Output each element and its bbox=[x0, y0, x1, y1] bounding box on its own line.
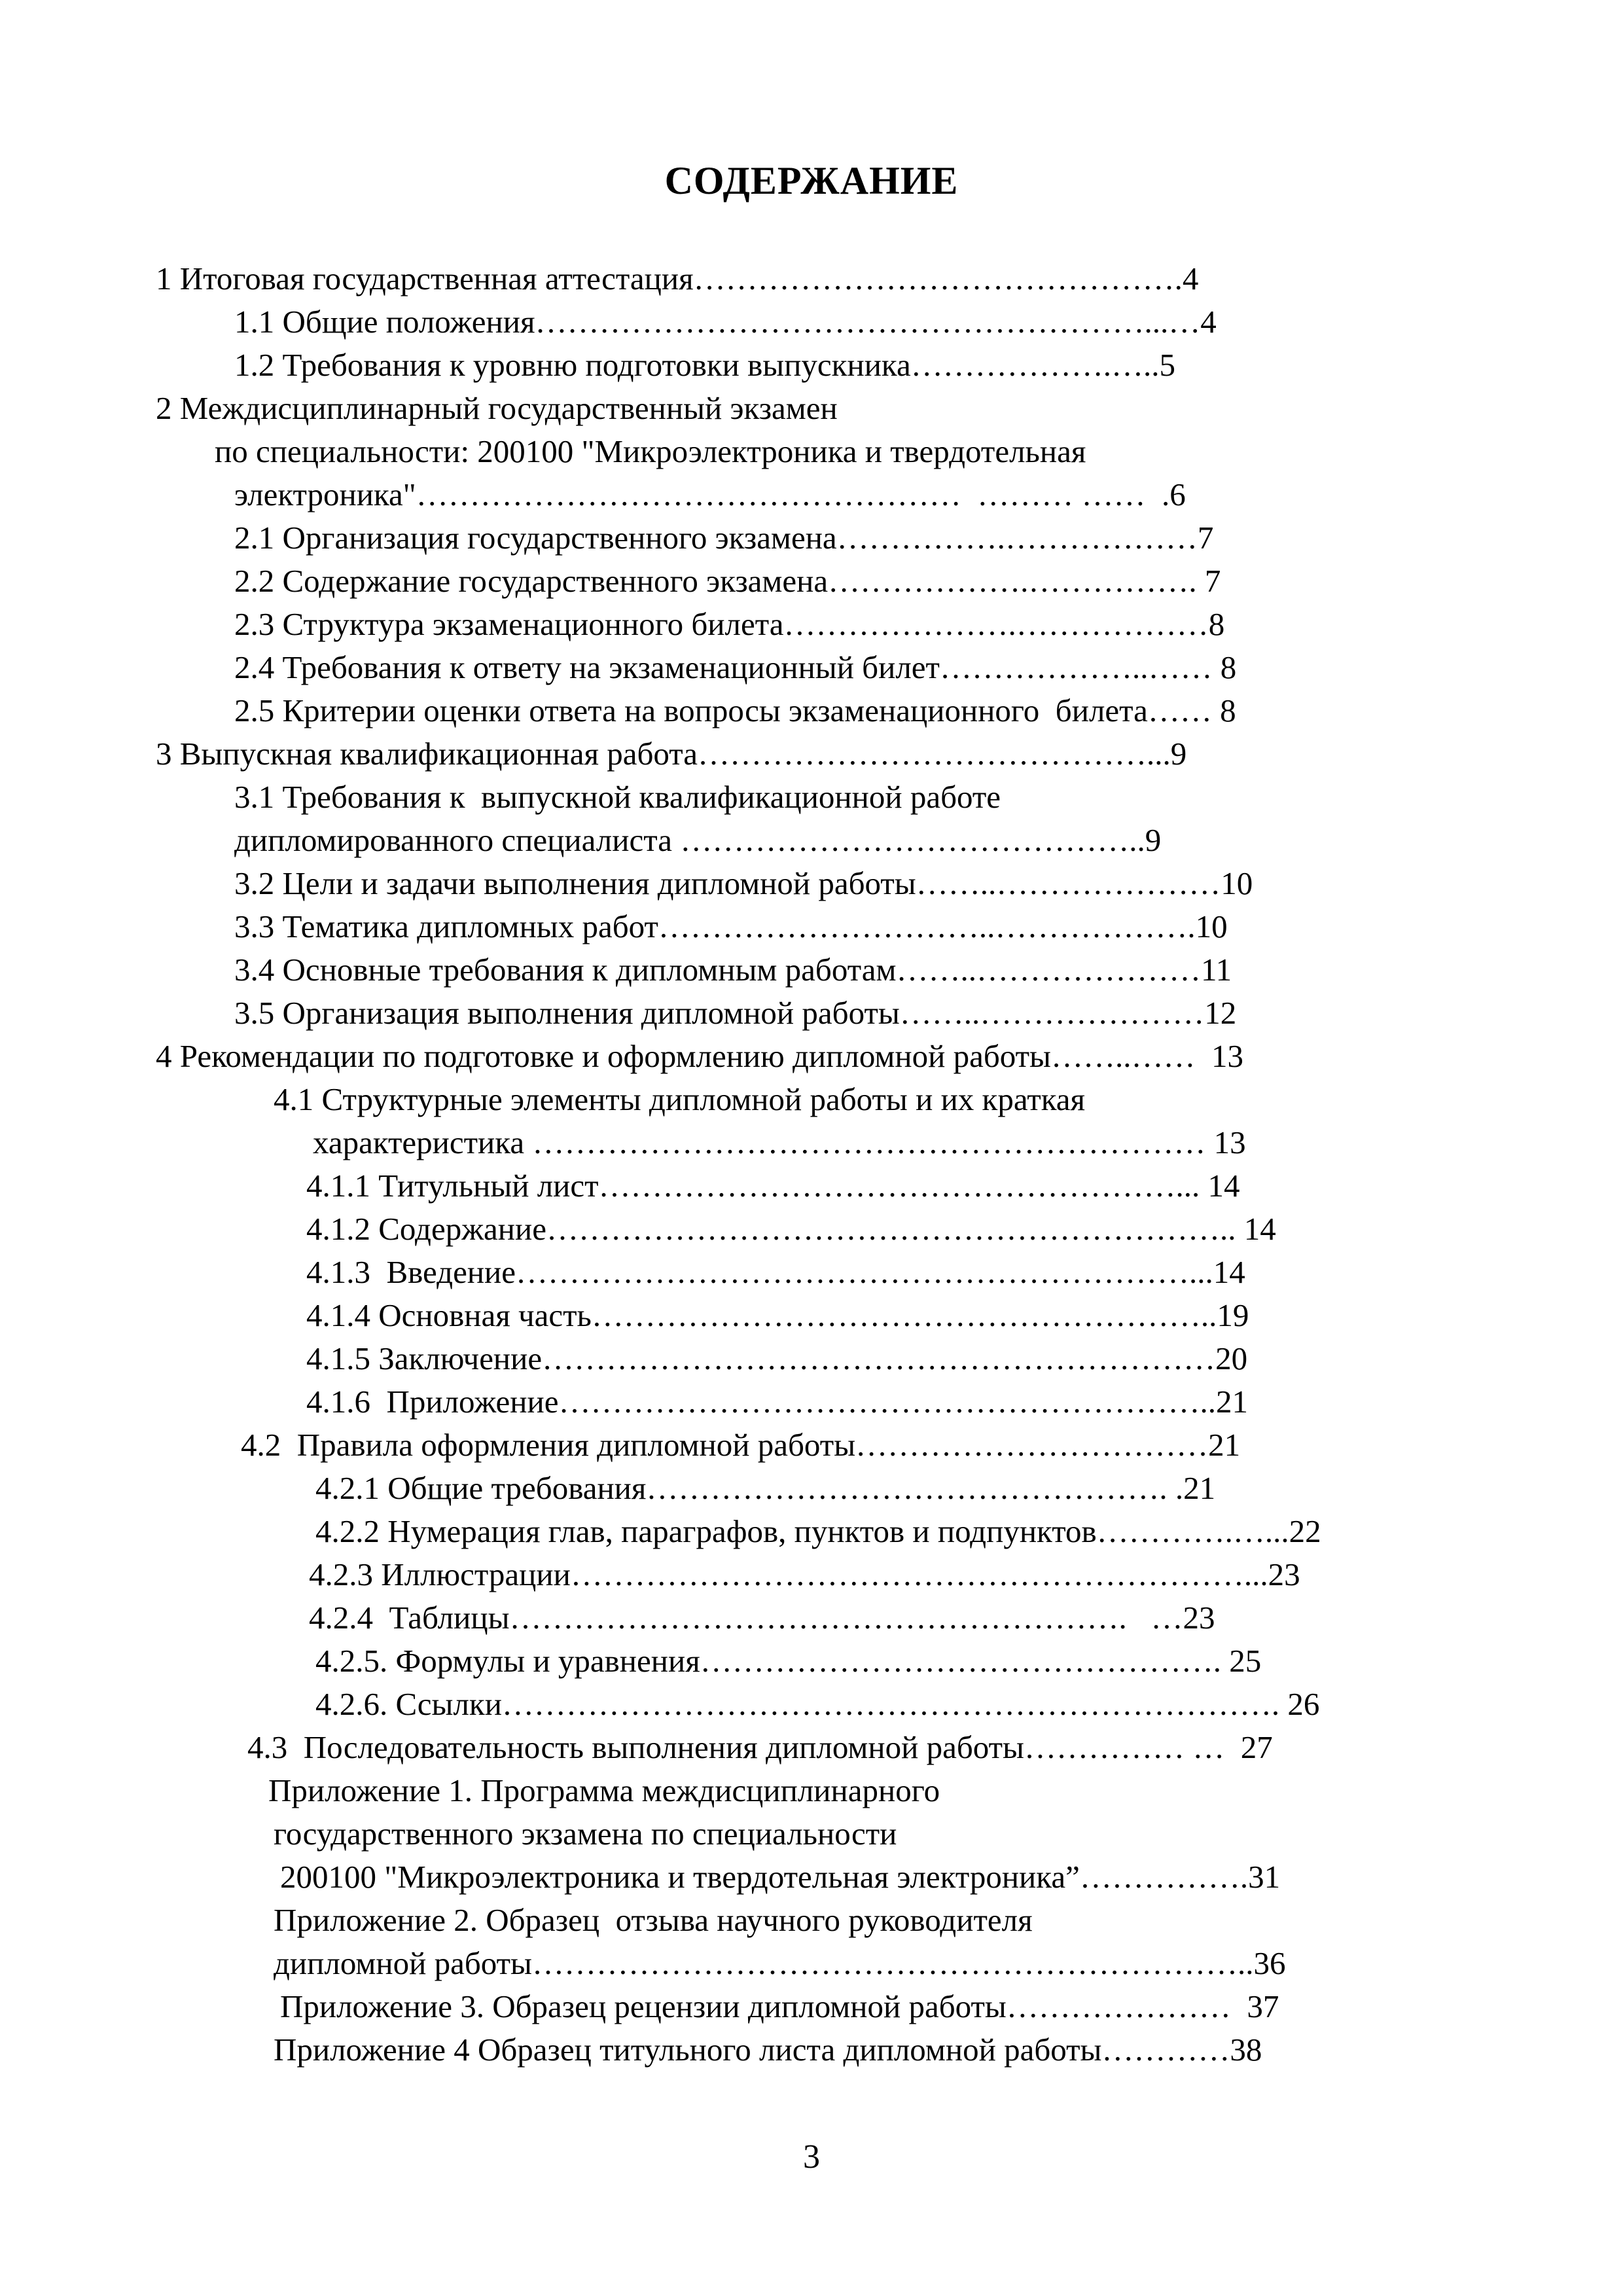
toc-entry-1-1: 1.1 Общие положения…………………………………………………...…4 bbox=[234, 304, 1217, 340]
toc-entry-4-1-6: 4.1.6 Приложение……………………………………………………..21 bbox=[306, 1384, 1248, 1420]
toc-entry-2-5: 2.5 Критерии оценки ответа на вопросы экзаменационного билета…… 8 bbox=[234, 692, 1236, 728]
toc-entry-2-cont: по специальности: 200100 "Микроэлектроника и твердотельная bbox=[215, 433, 1086, 469]
toc-entry-2-2: 2.2 Содержание государственного экзамена……………….……………. 7 bbox=[234, 563, 1221, 599]
toc-entry-appendix-1: Приложение 1. Программа междисциплинарного bbox=[268, 1772, 940, 1808]
toc-entry-4-2-5: 4.2.5. Формулы и уравнения…………………………………………. 25 bbox=[315, 1643, 1262, 1679]
toc-entry-3-3: 3.3 Тематика дипломных работ…………………………..……………….10 bbox=[234, 908, 1228, 944]
toc-entry-3-1-cont: дипломированного специалиста ……………………………………..9 bbox=[234, 822, 1162, 858]
toc-entry-4-2-6: 4.2.6. Ссылки………………………………………………………………. 26 bbox=[315, 1686, 1320, 1722]
toc-entry-2-cont: электроника"…………………………………………… ……… …… .6 bbox=[234, 476, 1186, 512]
toc-entry-4-1-4: 4.1.4 Основная часть…………………………………………………..19 bbox=[306, 1297, 1249, 1333]
toc-entry-4: 4 Рекомендации по подготовке и оформлению дипломной работы……..…… 13 bbox=[156, 1038, 1243, 1074]
toc-entry-4-1-2: 4.1.2 Содержание……………………………………………………….. 14 bbox=[306, 1211, 1276, 1247]
toc-entry-3-2: 3.2 Цели и задачи выполнения дипломной работы……..…………………10 bbox=[234, 865, 1253, 901]
toc-entry-4-2-3: 4.2.3 Иллюстрации………………………………………………………...23 bbox=[309, 1556, 1300, 1592]
toc-entry-4-1-5: 4.1.5 Заключение………………………………………………………20 bbox=[306, 1340, 1248, 1376]
toc-entry-2-1: 2.1 Организация государственного экзамена…………….………………7 bbox=[234, 520, 1214, 556]
toc-entry-4-1-cont: характеристика ……………………………………………………… 13 bbox=[313, 1124, 1246, 1160]
toc-entry-2: 2 Междисциплинарный государственный экзамен bbox=[156, 390, 838, 426]
toc-entry-appendix-3: Приложение 3. Образец рецензии дипломной работы………………… 37 bbox=[280, 1988, 1279, 2024]
toc-entry-4-2-2: 4.2.2 Нумерация глав, параграфов, пунктов и подпунктов………….…...22 bbox=[315, 1513, 1321, 1549]
toc-entry-3-5: 3.5 Организация выполнения дипломной работы……..…………………12 bbox=[234, 995, 1237, 1031]
toc-entry-4-2-1: 4.2.1 Общие требования…………………………………………. .21 bbox=[315, 1470, 1216, 1506]
toc-entry-4-2: 4.2 Правила оформления дипломной работы……………………………21 bbox=[241, 1427, 1241, 1463]
toc-entry-appendix-1-cont: 200100 "Микроэлектроника и твердотельная электроника”…………….31 bbox=[280, 1859, 1281, 1895]
toc-entry-appendix-2-cont: дипломной работы…………………………………………………………..36 bbox=[274, 1945, 1286, 1981]
toc-entry-4-1-3: 4.1.3 Введение………………………………………………………...14 bbox=[306, 1254, 1245, 1290]
document-title: СОДЕРЖАНИЕ bbox=[664, 159, 959, 202]
toc-entry-3-4: 3.4 Основные требования к дипломным работам……..…………………11 bbox=[234, 952, 1232, 988]
toc-entry-4-2-4: 4.2.4 Таблицы…………………………………………………. …23 bbox=[309, 1600, 1215, 1636]
toc-entry-appendix-2: Приложение 2. Образец отзыва научного руководителя bbox=[274, 1902, 1033, 1938]
toc-entry-2-4: 2.4 Требования к ответу на экзаменационный билет………………..…… 8 bbox=[234, 649, 1237, 685]
toc-entry-4-1: 4.1 Структурные элементы дипломной работы и их краткая bbox=[274, 1081, 1086, 1117]
toc-entry-1: 1 Итоговая государственная аттестация……………………………………….4 bbox=[156, 260, 1199, 296]
toc-entry-3-1: 3.1 Требования к выпускной квалификационной работе bbox=[234, 779, 1001, 815]
toc-entry-appendix-1-cont: государственного экзамена по специальности bbox=[274, 1816, 897, 1852]
toc-entry-appendix-4: Приложение 4 Образец титульного листа дипломной работы…………38 bbox=[274, 2032, 1262, 2068]
toc-entry-3: 3 Выпускная квалификационная работа……………………………………...9 bbox=[156, 736, 1187, 772]
toc-entry-4-3: 4.3 Последовательность выполнения дипломной работы…………… … 27 bbox=[247, 1729, 1273, 1765]
page-number: 3 bbox=[803, 2138, 820, 2176]
toc-entry-1-2: 1.2 Требования к уровню подготовки выпускника……………….…..5 bbox=[234, 347, 1175, 383]
toc-entry-4-1-1: 4.1.1 Титульный лист………………………………………………... 14 bbox=[306, 1168, 1240, 1204]
toc-entry-2-3: 2.3 Структура экзаменационного билета………………….………………8 bbox=[234, 606, 1225, 642]
